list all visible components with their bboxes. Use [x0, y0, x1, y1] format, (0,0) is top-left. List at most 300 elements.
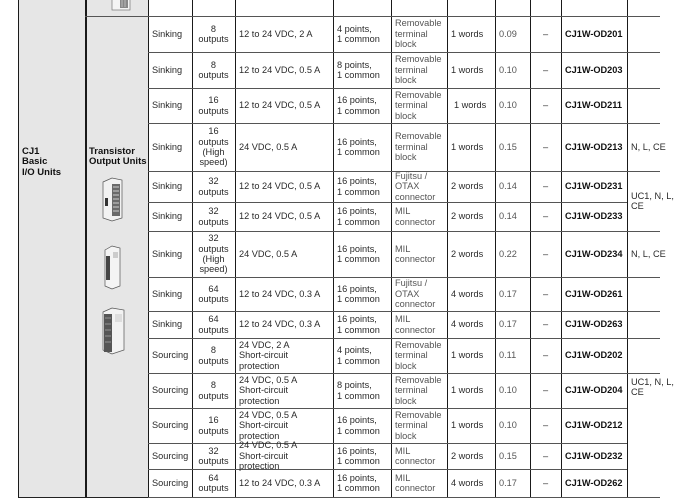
words-cell	[447, 231, 495, 277]
rated-voltage-text	[239, 100, 320, 110]
connection-text	[395, 410, 441, 441]
model-cell	[561, 469, 627, 497]
rated-voltage-cell	[235, 52, 333, 88]
connection-text	[395, 314, 435, 335]
rated-voltage-line: 24 VDC, 0.5 A	[239, 409, 298, 420]
output-points-line: 16	[208, 126, 219, 137]
output-points-text	[198, 380, 228, 401]
connection-cell	[391, 202, 447, 231]
current-text: 0.10	[499, 100, 517, 111]
commons-text	[337, 446, 380, 467]
connection-line: block	[395, 39, 417, 50]
output-type-cell	[148, 373, 192, 408]
commons-text	[337, 60, 380, 81]
words-cell	[447, 52, 495, 88]
connection-text	[395, 18, 441, 49]
connection-text	[395, 131, 441, 162]
model-cell	[561, 88, 627, 123]
row-divider	[148, 497, 660, 498]
words-cell	[447, 408, 495, 443]
transistor-unit-image-32pt	[100, 176, 126, 222]
words-text: 1 words	[451, 350, 484, 361]
commons-line: 16 points,	[337, 314, 377, 325]
rated-voltage-cell	[235, 311, 333, 338]
words-cell	[447, 311, 495, 338]
standards-cell	[627, 311, 690, 338]
output-type-text: Sinking	[152, 181, 183, 192]
commons-line: 1 common	[337, 294, 380, 304]
current-24v-text: –	[542, 385, 549, 396]
commons-text	[337, 314, 380, 335]
connection-line: MIL	[395, 243, 411, 254]
output-points-line: outputs	[198, 70, 229, 80]
standards-cell	[627, 16, 690, 52]
model-text: CJ1W-OD204	[565, 385, 623, 396]
rated-voltage-line: 24 VDC, 0.5 A	[239, 374, 298, 385]
current-text: 0.17	[499, 477, 517, 488]
current-text: 0.15	[499, 141, 517, 152]
current-24v-text: –	[542, 100, 549, 111]
current-24v-cell	[530, 171, 561, 202]
connection-cell	[391, 408, 447, 443]
connection-cell	[391, 469, 447, 497]
output-type-text: Sinking	[152, 248, 183, 259]
output-points-line: (High	[202, 147, 225, 157]
current-24v-text: –	[542, 248, 549, 259]
rated-voltage-cell	[235, 123, 333, 171]
commons-cell	[333, 231, 391, 277]
connection-text	[395, 244, 435, 265]
output-points-cell	[192, 469, 235, 497]
standards-merged-cell	[627, 373, 690, 497]
commons-line: 1 common	[337, 34, 380, 44]
current-cell	[495, 52, 530, 88]
connection-line: OTAX	[395, 288, 420, 299]
commons-text	[337, 473, 380, 494]
output-points-line: outputs	[198, 425, 229, 436]
output-points-cell	[192, 338, 235, 373]
connection-line: connector	[395, 456, 436, 466]
connection-text	[395, 54, 441, 85]
connection-cell	[391, 338, 447, 373]
connection-line: terminal	[395, 28, 428, 39]
standards-text: N, L, CE	[631, 141, 666, 152]
commons-cell	[333, 443, 391, 469]
current-24v-text: –	[542, 350, 549, 361]
model-text: CJ1W-OD262	[565, 477, 623, 488]
output-points-cell	[192, 443, 235, 469]
output-points-line: 16	[208, 415, 219, 426]
output-type-text: Sinking	[152, 100, 183, 111]
standards-cell	[627, 123, 690, 171]
standards-cell	[627, 338, 690, 373]
series-label	[22, 147, 61, 178]
words-text: 2 words	[451, 211, 484, 222]
commons-line: 1 common	[337, 483, 380, 493]
output-type-text: Sourcing	[152, 385, 189, 396]
commons-line: 1 common	[337, 216, 380, 227]
output-type-cell	[148, 52, 192, 88]
words-cell	[447, 202, 495, 231]
words-text: 2 words	[451, 248, 484, 259]
current-24v-cell	[530, 408, 561, 443]
commons-cell	[333, 88, 391, 123]
current-text: 0.17	[499, 319, 517, 330]
current-text: 0.22	[499, 248, 517, 259]
current-24v-text: –	[542, 288, 549, 299]
commons-cell	[333, 338, 391, 373]
current-24v-cell	[530, 443, 561, 469]
commons-line: 1 common	[337, 254, 380, 264]
output-points-line: 64	[208, 283, 219, 294]
output-points-cell	[192, 202, 235, 231]
commons-text	[337, 380, 380, 401]
connection-line: block	[395, 110, 417, 121]
rated-voltage-line: 12 to 24 VDC, 2 A	[239, 28, 313, 39]
commons-line: 1 common	[337, 456, 380, 466]
output-points-text	[198, 345, 228, 366]
output-points-line: 64	[208, 314, 219, 325]
connection-line: MIL	[395, 445, 411, 456]
current-24v-cell	[530, 88, 561, 123]
connection-line: Removable	[395, 18, 442, 29]
words-cell	[447, 123, 495, 171]
model-cell	[561, 373, 627, 408]
transistor-unit-image-64pt	[100, 306, 128, 356]
output-points-text	[198, 95, 228, 116]
words-cell	[447, 171, 495, 202]
connection-line: block	[395, 430, 417, 441]
output-points-text	[198, 206, 228, 227]
rated-voltage-cell	[235, 440, 333, 472]
connection-line: terminal	[395, 100, 428, 111]
commons-text	[337, 415, 380, 436]
commons-line: 16 points,	[337, 206, 377, 217]
words-cell	[447, 16, 495, 52]
commons-line: 16 points,	[337, 176, 377, 187]
words-cell	[447, 277, 495, 311]
rated-voltage-line: 12 to 24 VDC, 0.3 A	[239, 319, 321, 330]
current-text: 0.15	[499, 450, 517, 461]
connection-line: block	[395, 360, 417, 371]
model-cell	[561, 202, 627, 231]
rated-voltage-text	[239, 29, 313, 39]
connection-text	[395, 206, 435, 227]
model-cell	[561, 338, 627, 373]
current-cell	[495, 408, 530, 443]
transistor-unit-image-top	[108, 0, 136, 14]
connection-line: terminal	[395, 350, 428, 361]
current-24v-cell	[530, 311, 561, 338]
current-24v-text: –	[542, 211, 549, 222]
connection-cell	[391, 123, 447, 171]
model-text: CJ1W-OD202	[565, 350, 623, 361]
output-type-text: Sinking	[152, 288, 183, 299]
current-text: 0.10	[499, 64, 517, 75]
commons-line: 1 common	[337, 147, 380, 157]
model-text: CJ1W-OD212	[565, 420, 623, 431]
connection-text	[395, 278, 435, 309]
words-cell	[447, 469, 495, 497]
model-cell	[561, 311, 627, 338]
current-text: 0.17	[499, 288, 517, 299]
current-24v-cell	[530, 16, 561, 52]
output-points-cell	[192, 123, 235, 171]
rated-voltage-cell	[235, 88, 333, 123]
output-points-line: 64	[208, 472, 219, 483]
output-type-cell	[148, 88, 192, 123]
connection-cell	[391, 231, 447, 277]
output-points-line: speed)	[199, 157, 228, 168]
series-line: I/O Units	[22, 166, 62, 178]
current-24v-cell	[530, 338, 561, 373]
commons-cell	[333, 171, 391, 202]
output-points-cell	[192, 88, 235, 123]
commons-line: 1 common	[337, 324, 380, 335]
output-points-line: 8	[210, 345, 217, 356]
connection-line: OTAX	[395, 181, 420, 192]
output-points-text	[198, 415, 228, 436]
output-type-cell	[148, 171, 192, 202]
output-points-line: outputs	[198, 390, 229, 401]
output-type-text: Sinking	[152, 28, 183, 39]
rated-voltage-cell	[235, 338, 333, 373]
output-points-cell	[192, 52, 235, 88]
standards-line: UC1, N, L,	[631, 377, 674, 387]
current-cell	[495, 443, 530, 469]
output-points-line: (High	[202, 254, 225, 264]
output-type-cell	[148, 408, 192, 443]
standards-cell	[627, 231, 690, 277]
model-text: CJ1W-OD201	[565, 28, 623, 39]
output-points-line: outputs	[198, 243, 229, 254]
output-points-cell	[192, 311, 235, 338]
words-cell	[447, 88, 495, 123]
group-label	[89, 147, 147, 168]
output-type-cell	[148, 338, 192, 373]
connection-line: block	[395, 395, 417, 406]
rated-voltage-line: Short-circuit protection	[239, 385, 289, 406]
commons-text	[337, 284, 380, 305]
series-column-background	[18, 0, 148, 497]
current-cell	[495, 373, 530, 408]
commons-text	[337, 95, 380, 116]
rated-voltage-line: 12 to 24 VDC, 0.5 A	[239, 64, 321, 75]
output-points-line: 32	[208, 445, 219, 456]
connection-cell	[391, 16, 447, 52]
current-24v-cell	[530, 277, 561, 311]
output-points-text	[198, 233, 228, 275]
standards-line: CE	[631, 201, 644, 211]
connection-cell	[391, 443, 447, 469]
commons-line: 1 common	[337, 390, 380, 401]
rated-voltage-text	[239, 319, 320, 329]
connection-cell	[391, 88, 447, 123]
current-24v-text: –	[542, 319, 549, 330]
output-type-text: Sinking	[152, 319, 183, 330]
output-points-line: outputs	[198, 186, 229, 197]
output-type-text: Sourcing	[152, 350, 189, 361]
rated-voltage-line: 24 VDC, 0.5 A	[239, 248, 298, 259]
model-cell	[561, 171, 627, 202]
output-points-text	[198, 314, 228, 335]
commons-text	[337, 176, 380, 197]
current-text: 0.11	[499, 350, 517, 361]
rated-voltage-cell	[235, 231, 333, 277]
model-text: CJ1W-OD231	[565, 181, 623, 192]
connection-text	[395, 340, 441, 371]
commons-text	[337, 345, 380, 366]
output-points-text	[198, 176, 228, 197]
connection-line: Fujitsu /	[395, 170, 428, 181]
rated-voltage-text	[239, 249, 297, 259]
output-type-cell	[148, 123, 192, 171]
current-24v-cell	[530, 123, 561, 171]
connection-line: MIL	[395, 472, 411, 483]
output-points-line: 8	[210, 380, 217, 391]
rated-voltage-text	[239, 289, 320, 299]
current-24v-text: –	[542, 420, 549, 431]
commons-cell	[333, 469, 391, 497]
connection-line: terminal	[395, 420, 428, 431]
connection-line: connector	[395, 191, 436, 202]
commons-line: 16 points,	[337, 243, 377, 254]
rated-voltage-line: Short-circuit protection	[239, 450, 289, 472]
output-points-text	[198, 126, 228, 168]
group-line: Transistor	[89, 146, 135, 157]
rated-voltage-cell	[235, 16, 333, 52]
standards-merged-cell	[627, 171, 690, 231]
series-line: CJ1	[22, 146, 40, 157]
standards-cell	[627, 88, 690, 123]
rated-voltage-cell	[235, 202, 333, 231]
output-points-line: outputs	[198, 136, 229, 147]
rated-voltage-cell	[235, 277, 333, 311]
model-text: CJ1W-OD211	[565, 100, 623, 111]
rated-voltage-line: 24 VDC, 0.5 A	[239, 141, 298, 152]
output-points-line: 8	[210, 59, 217, 70]
model-cell	[561, 231, 627, 277]
output-type-cell	[148, 16, 192, 52]
commons-cell	[333, 52, 391, 88]
model-cell	[561, 408, 627, 443]
output-points-line: outputs	[198, 483, 229, 493]
standards-line: UC1, N, L,	[631, 190, 674, 201]
output-points-line: outputs	[198, 105, 229, 116]
output-points-line: outputs	[198, 294, 229, 304]
column-divider	[18, 0, 19, 497]
commons-line: 1 common	[337, 105, 380, 116]
connection-cell	[391, 373, 447, 408]
current-cell	[495, 277, 530, 311]
rated-voltage-text	[239, 211, 320, 221]
rated-voltage-cell	[235, 171, 333, 202]
connection-line: Removable	[395, 409, 442, 420]
connection-line: connector	[395, 483, 436, 493]
output-type-cell	[148, 277, 192, 311]
connection-text	[395, 375, 441, 406]
connection-line: connector	[395, 324, 436, 335]
current-cell	[495, 171, 530, 202]
output-points-line: outputs	[198, 324, 229, 335]
words-text: 1 words	[451, 28, 484, 39]
connection-text	[395, 473, 435, 494]
connection-text	[395, 446, 435, 467]
current-24v-text: –	[542, 450, 549, 461]
connection-line: block	[395, 152, 417, 163]
connection-line: terminal	[395, 64, 428, 75]
current-24v-cell	[530, 202, 561, 231]
current-24v-text: –	[542, 181, 549, 192]
current-24v-cell	[530, 231, 561, 277]
connection-cell	[391, 311, 447, 338]
model-cell	[561, 52, 627, 88]
rated-voltage-text	[239, 142, 297, 152]
rated-voltage-line: 12 to 24 VDC, 0.5 A	[239, 100, 321, 111]
connection-line: Fujitsu /	[395, 278, 428, 289]
output-type-cell	[148, 202, 192, 231]
current-24v-cell	[530, 373, 561, 408]
connection-line: Removable	[395, 54, 442, 65]
commons-cell	[333, 277, 391, 311]
connection-cell	[391, 277, 447, 311]
rated-voltage-cell	[235, 408, 333, 443]
output-type-text: Sinking	[152, 64, 183, 75]
output-type-text: Sourcing	[152, 450, 189, 461]
connection-line: Removable	[395, 339, 442, 350]
commons-line: 16 points,	[337, 136, 377, 147]
words-text: 4 words	[451, 319, 484, 330]
commons-line: 8 points,	[337, 380, 372, 391]
commons-line: 1 common	[337, 425, 380, 436]
output-type-cell	[148, 469, 192, 497]
standards-line: CE	[631, 387, 644, 398]
output-type-text: Sourcing	[152, 420, 189, 431]
output-points-text	[198, 24, 228, 45]
output-points-cell	[192, 171, 235, 202]
model-cell	[561, 443, 627, 469]
commons-line: 16 points,	[337, 445, 377, 456]
connection-line: connector	[395, 299, 436, 310]
rated-voltage-line: 24 VDC, 2 A	[239, 339, 290, 350]
commons-text	[337, 244, 380, 265]
rated-voltage-cell	[235, 373, 333, 408]
output-type-text: Sourcing	[152, 477, 189, 488]
connection-text	[395, 90, 441, 121]
commons-text	[337, 24, 380, 45]
model-cell	[561, 16, 627, 52]
words-text: 2 words	[451, 450, 484, 461]
current-24v-text: –	[542, 28, 549, 39]
commons-text	[337, 206, 380, 227]
rated-voltage-line: Short-circuit protection	[239, 350, 289, 371]
connection-line: connector	[395, 254, 436, 264]
words-text: 1 words	[451, 64, 484, 75]
output-type-cell	[148, 443, 192, 469]
rated-voltage-line: Short-circuit protection	[239, 420, 289, 441]
connection-line: Removable	[395, 131, 442, 142]
rated-voltage-text	[239, 340, 329, 371]
output-points-cell	[192, 373, 235, 408]
commons-line: 4 points,	[337, 345, 372, 356]
current-24v-text: –	[542, 477, 549, 488]
output-points-line: 8	[210, 23, 217, 34]
series-line: Basic	[22, 156, 48, 168]
current-cell	[495, 16, 530, 52]
connection-line: connector	[395, 216, 436, 227]
output-type-text: Sinking	[152, 211, 183, 222]
commons-cell	[333, 373, 391, 408]
